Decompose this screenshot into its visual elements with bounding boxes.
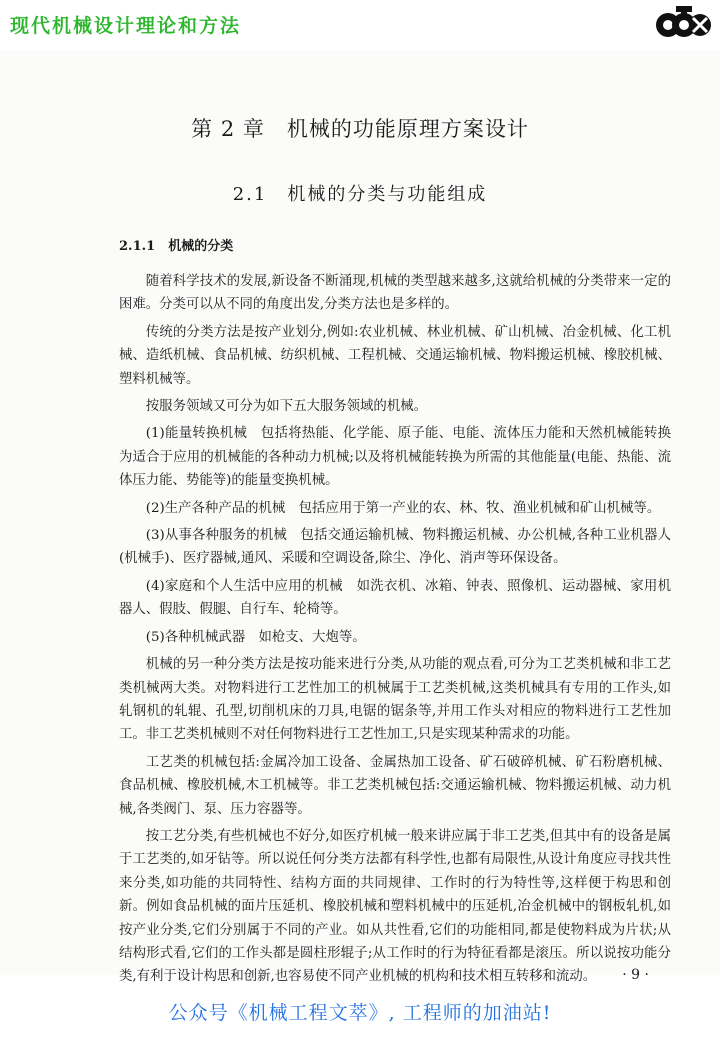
paragraph: (1)能量转换机械 包括将热能、化学能、原子能、电能、流体压力能和天然机械能转换为适合于应用的机械能的各种动力机械;以及将机械能转换为所需的其他能量(电能、热能、流体压力能、势能等)的能量变换机械。: [119, 426, 671, 489]
page-number: · 9 ·: [622, 967, 649, 983]
publisher-logo-icon: [654, 2, 712, 48]
header-band: [0, 0, 720, 50]
section-title: 2.1 机械的分类与功能组成: [232, 184, 488, 205]
footer-banner: 公众号《机械工程文萃》, 工程师的加油站!: [168, 1002, 552, 1024]
body-text: [119, 270, 671, 993]
subsection-title: 2.1.1 机械的分类: [119, 239, 234, 254]
chapter-title: 第 2 章 机械的功能原理方案设计: [191, 117, 529, 141]
paragraph: (2)生产各种产品的机械 包括应用于第一产业的农、林、牧、渔业机械和矿山机械等。: [145, 500, 661, 516]
paragraph: 随着科学技术的发展,新设备不断涌现,机械的类型越来越多,这就给机械的分类带来一定的困难。分类可以从不同的角度出发,分类方法也是多样的。: [119, 274, 671, 313]
paragraph: (4)家庭和个人生活中应用的机械 如洗衣机、冰箱、钟表、照像机、运动器械、家用机器人、假肢、假腿、自行车、轮椅等。: [119, 578, 671, 618]
paragraph: (3)从事各种服务的机械 包括交通运输机械、物料搬运机械、办公机械,各种工业机器人(机械手)、医疗器械,通风、采暖和空调设备,除尘、净化、消声等环保设备。: [119, 528, 671, 567]
paragraph: 工艺类的机械包括:金属冷加工设备、金属热加工设备、矿石破碎机械、矿石粉磨机械、食品机械、橡胶机械,木工机械等。非工艺类机械包括:交通运输机械、物料搬运机械、动力机械,各类阀门、泵、压力容器等。: [119, 754, 671, 817]
paragraph: (5)各种机械武器 如枪支、大炮等。: [145, 629, 366, 645]
paragraph: 按服务领域又可分为如下五大服务领域的机械。: [145, 399, 427, 415]
paragraph: 按工艺分类,有些机械也不好分,如医疗机械一般来讲应属于非工艺类,但其中有的设备是属于工艺类的,如牙钻等。所以说任何分类方法都有科学性,也都有局限性,从设计角度应寻找共性来分类,如功能的共同特性、结构方面的共同规律、工作时的行为特性等,这样便于构思和创新。例如食品机械的面片压延机、橡胶机械和塑料机械中的压延机,冶金机械中的钢板轧机,如按产业分类,它们分别属于不同的产业。如从共性看,它们的功能相同,都是使物料成为片状;从结构形式看,它们的工作头都是圆柱形辊子;从工作时的行为特征看都是滚压。所以说按功能分类,有利于设计构思和创新,也容易使不同产业机械的机构和技术相互转移和流动。: [119, 828, 671, 985]
book-page: [0, 50, 720, 985]
paragraph: 机械的另一种分类方法是按功能来进行分类,从功能的观点看,可分为工艺类机械和非工艺类机械两大类。对物料进行工艺性加工的机械属于工艺类机械,这类机械具有专用的工作头,如轧钢机的轧辊、孔型,切削机床的刀具,电锯的锯条等,并用工作头对相应的物料进行工艺性加工。非工艺类机械则不对任何物料进行工艺性加工,只是实现某种需求的功能。: [119, 657, 671, 743]
book-title: 现代机械设计理论和方法: [10, 15, 242, 37]
paragraph: 传统的分类方法是按产业划分,例如:农业机械、林业机械、矿山机械、冶金机械、化工机械、造纸机械、食品机械、纺织机械、工程机械、交通运输机械、物料搬运机械、橡胶机械、塑料机械等。: [119, 324, 671, 387]
